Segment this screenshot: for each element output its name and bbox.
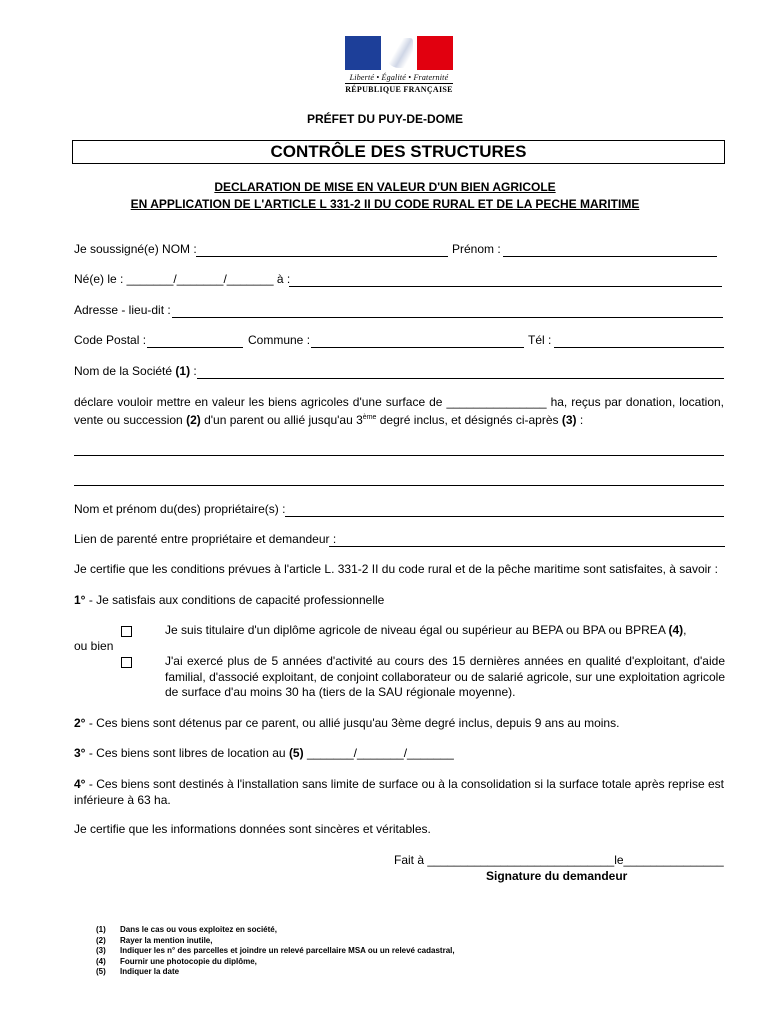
signature-label: Signature du demandeur — [486, 869, 628, 883]
certifie-conditions-text: Je certifie que les conditions prévues à l'article L. 331-2 II du code rural et de la pêche maritime sont satisfaites, à savoir : — [74, 562, 718, 576]
subtitle-line-2: EN APPLICATION DE L'ARTICLE L 331-2 II DU CODE RURAL ET DE LA PECHE MARITIME — [130, 197, 640, 211]
option-diplome-text: Je suis titulaire d'un diplôme agricole de niveau égal ou supérieur au BEPA ou BPA ou BPREA (4), — [165, 623, 687, 637]
adresse-field[interactable] — [172, 317, 723, 318]
commune-label: Commune : — [248, 333, 311, 347]
lien-parente-label: Lien de parenté entre propriétaire et demandeur : — [74, 532, 337, 546]
option-experience-text: J'ai exercé plus de 5 années d'activité au cours des 15 dernières années en qualité d'exploitant, d'aide familial, d'associé exploitant, de conjoint collaborateur ou de salarié agricole, sur une exploitation agricole de surface d'au moins 30 ha (tiers de la SAU régionale moyenne). — [165, 654, 725, 699]
prenom-label: Prénom : — [452, 242, 501, 256]
tel-field[interactable] — [554, 347, 724, 348]
lien-parente-field[interactable] — [329, 546, 725, 547]
proprietaires-label: Nom et prénom du(des) propriétaire(s) : — [74, 502, 286, 516]
adresse-label: Adresse - lieu-dit : — [74, 303, 171, 317]
diplome-checkbox[interactable] — [121, 626, 132, 637]
naissance-label: Né(e) le : _______/_______/_______ à : — [74, 272, 291, 286]
footnotes — [96, 925, 455, 978]
republic-name: RÉPUBLIQUE FRANÇAISE — [345, 85, 453, 94]
nom-label: Je soussigné(e) NOM : — [74, 242, 197, 256]
footnote-item: (5) Indiquer la date — [96, 967, 180, 976]
marianne-logo — [344, 36, 454, 94]
societe-field[interactable] — [197, 378, 724, 379]
republic-motto: Liberté • Égalité • Fraternité — [349, 73, 449, 82]
subtitle-line-1: DECLARATION DE MISE EN VALEUR D'UN BIEN AGRICOLE — [214, 180, 556, 194]
lieu-naissance-field[interactable] — [289, 286, 722, 287]
fait-a-line[interactable]: Fait à ____________________________le_______________ — [394, 853, 724, 867]
condition-4: 4° - Ces biens sont destinés à l'installation sans limite de surface ou à la consolidation si la surface totale après reprise est inférieure à 63 ha. — [74, 777, 724, 807]
condition-1: 1° - Je satisfais aux conditions de capacité professionnelle — [74, 593, 385, 607]
footnote-item: (4) Fournir une photocopie du diplôme, — [96, 956, 257, 966]
prefet-heading: PRÉFET DU PUY-DE-DOME — [306, 112, 463, 126]
footnote-item: (2) Rayer la mention inutile, — [96, 935, 213, 945]
ou-bien-text: ou bien — [74, 639, 114, 653]
parcelles-line-2[interactable] — [74, 485, 724, 486]
declaration-paragraph: déclare vouloir mettre en valeur les biens agricoles d'une surface de _______________ ha, reçus par donation, location, vente ou succession (2) d'un parent ou allié jusqu'au 3ème degré inclus, et désignés ci-après (3) : — [74, 395, 724, 427]
condition-3: 3° - Ces biens sont libres de location au (5) _______/_______/_______ — [74, 746, 454, 760]
commune-field[interactable] — [311, 347, 524, 348]
certifie-infos-text: Je certifie que les informations données sont sincères et véritables. — [74, 822, 431, 836]
page-title: CONTRÔLE DES STRUCTURES — [72, 140, 725, 164]
french-flag-icon — [345, 36, 453, 70]
tel-label: Tél : — [528, 333, 552, 347]
parcelles-line-1[interactable] — [74, 455, 724, 456]
nom-field[interactable] — [196, 256, 448, 257]
proprietaires-field[interactable] — [285, 516, 724, 517]
prenom-field[interactable] — [503, 256, 717, 257]
footnote-item: (3) Indiquer les n° des parcelles et joindre un relevé parcellaire MSA ou un relevé cadastral, — [96, 946, 455, 955]
condition-2: 2° - Ces biens sont détenus par ce parent, ou allié jusqu'au 3ème degré inclus, depuis 9 ans au moins. — [74, 716, 620, 730]
footnote-item: (1) Dans le cas ou vous exploitez en société, — [96, 925, 277, 934]
code-postal-field[interactable] — [147, 347, 243, 348]
societe-label: Nom de la Société (1) : — [74, 364, 197, 378]
experience-checkbox[interactable] — [121, 657, 132, 668]
code-postal-label: Code Postal : — [74, 333, 147, 347]
